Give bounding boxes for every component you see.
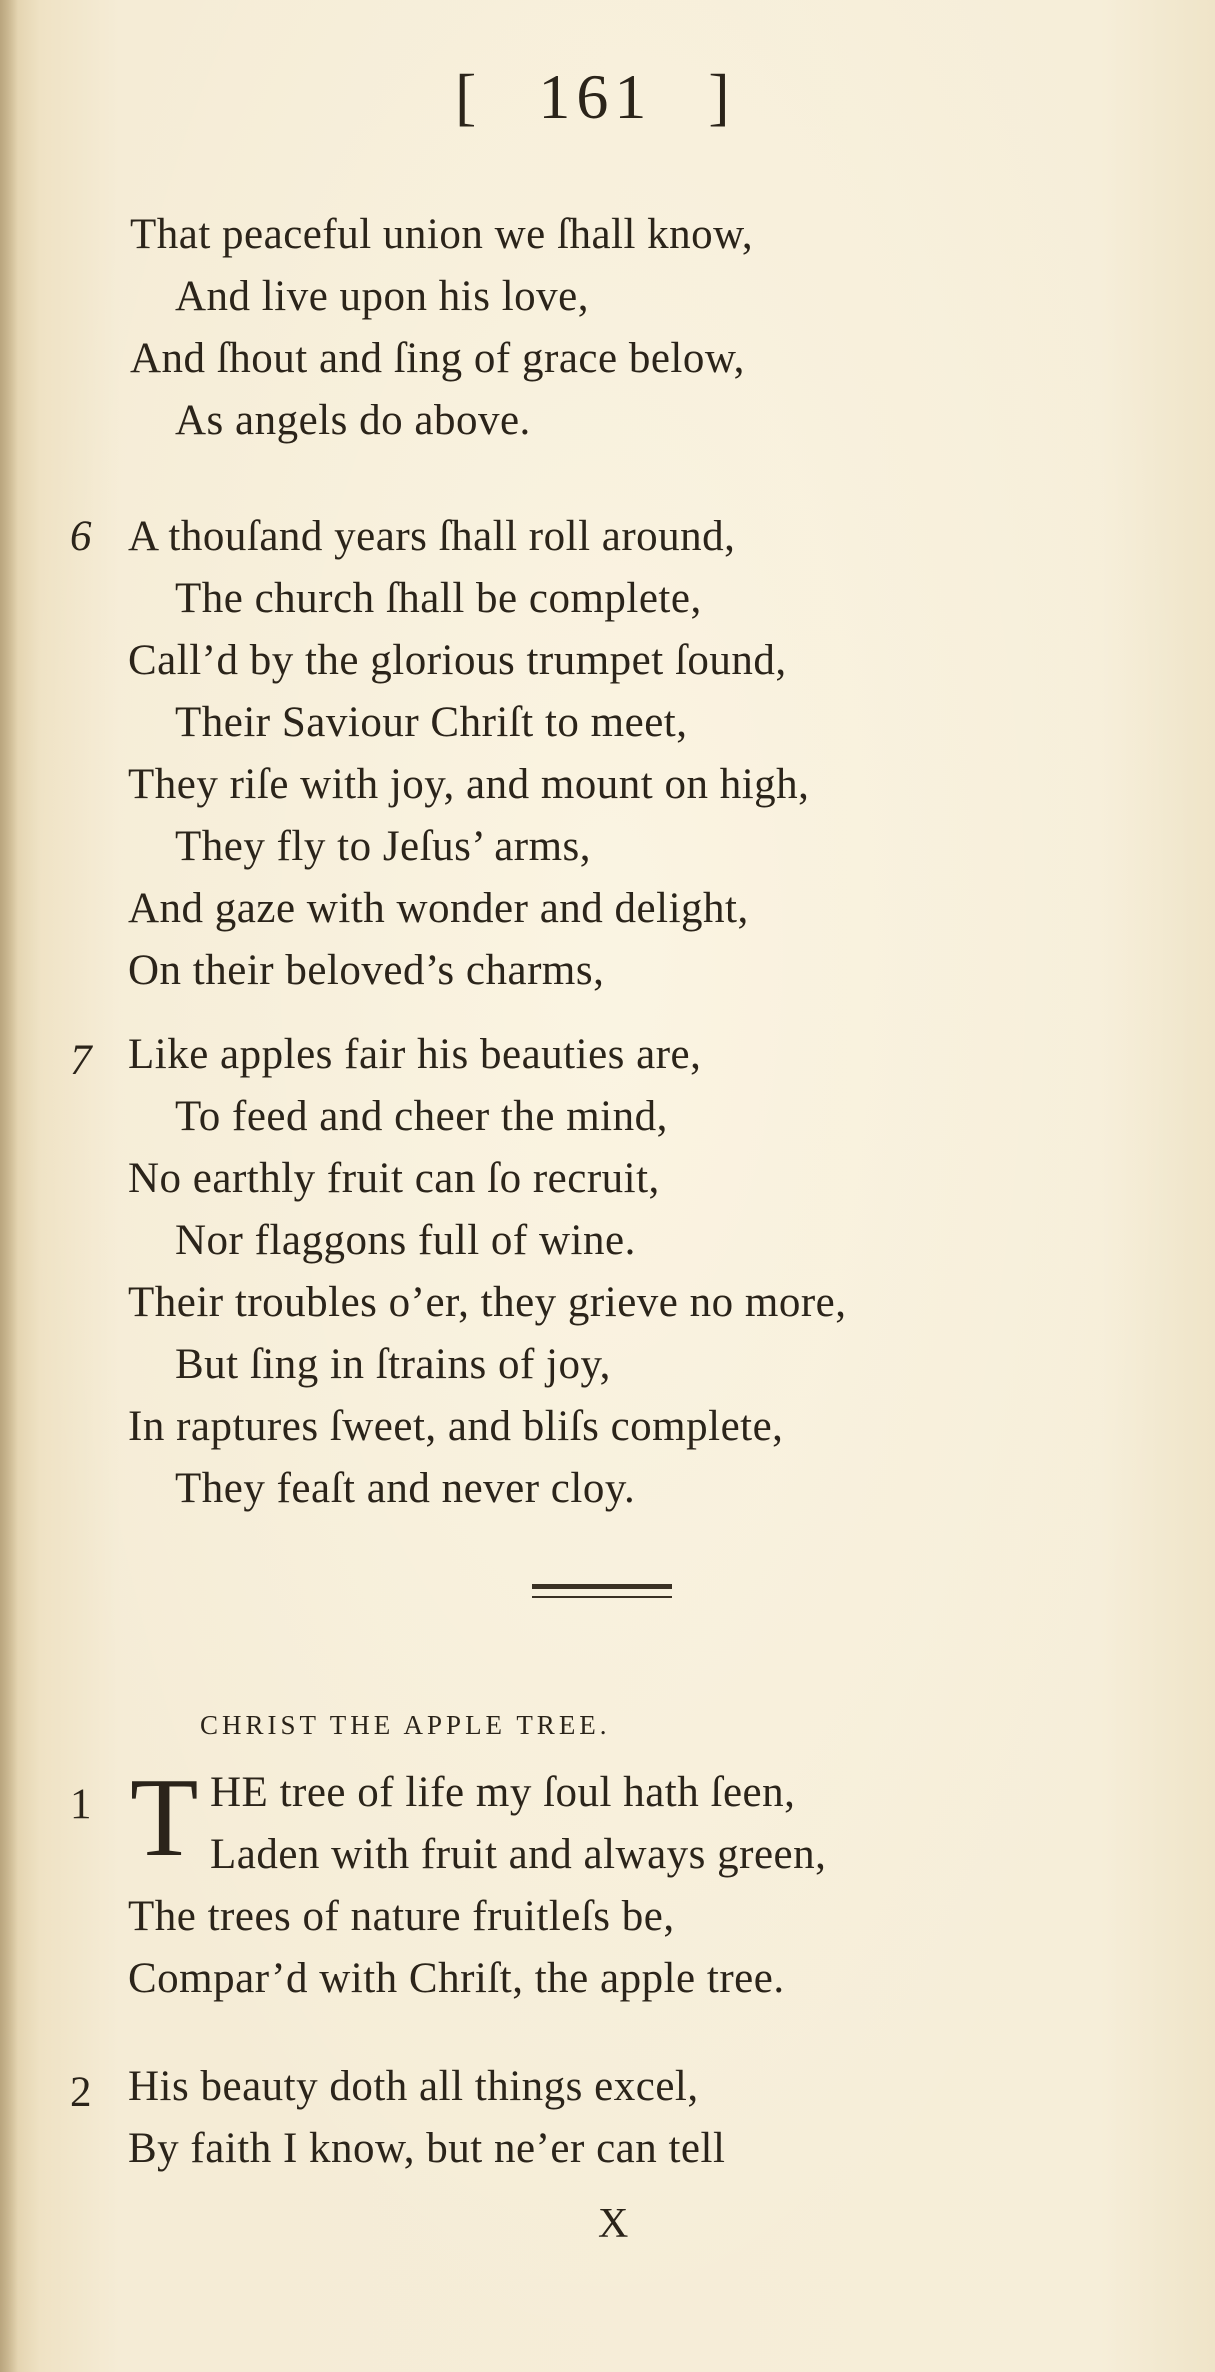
ornamental-rule bbox=[532, 1584, 672, 1589]
header-left-bracket: [ bbox=[455, 61, 483, 132]
verse-line: HE tree of life my ſoul hath ſeen, bbox=[210, 1769, 796, 1816]
verse-line: The church ſhall be complete, bbox=[175, 575, 702, 622]
verse-line: And gaze with wonder and delight, bbox=[128, 885, 749, 932]
verse-line: Laden with fruit and always green, bbox=[210, 1831, 827, 1878]
stanza-number: 1 bbox=[70, 1781, 92, 1828]
verse-line: His beauty doth all things excel, bbox=[128, 2063, 699, 2110]
page-spine-shadow bbox=[0, 0, 18, 2372]
verse-line: A thouſand years ſhall roll around, bbox=[128, 513, 736, 560]
drop-cap: T bbox=[130, 1756, 199, 1880]
ornamental-rule bbox=[532, 1596, 672, 1598]
verse-line: Call’d by the glorious trumpet ſound, bbox=[128, 637, 787, 684]
page-header bbox=[455, 60, 736, 134]
signature-mark: X bbox=[598, 2201, 629, 2247]
page-number: 161 bbox=[538, 61, 653, 132]
verse-line: By faith I know, but ne’er can tell bbox=[128, 2125, 726, 2172]
verse-line: No earthly fruit can ſo recruit, bbox=[128, 1155, 660, 1202]
stanza-number: 7 bbox=[70, 1037, 92, 1084]
verse-line: Nor flaggons full of wine. bbox=[175, 1217, 636, 1264]
verse-line: They riſe with joy, and mount on high, bbox=[128, 761, 810, 808]
verse-line: On their beloved’s charms, bbox=[128, 947, 605, 994]
verse-line: As angels do above. bbox=[175, 397, 531, 444]
verse-line: Their Saviour Chriſt to meet, bbox=[175, 699, 688, 746]
hymn-title: CHRIST THE APPLE TREE. bbox=[200, 1710, 611, 1740]
verse-line: And live upon his love, bbox=[175, 273, 589, 320]
stanza-number: 2 bbox=[70, 2069, 92, 2116]
verse-line: Compar’d with Chriſt, the apple tree. bbox=[128, 1955, 785, 2002]
verse-line: Their troubles o’er, they grieve no more, bbox=[128, 1279, 847, 1326]
header-right-bracket: ] bbox=[708, 61, 736, 132]
verse-line: But ſing in ſtrains of joy, bbox=[175, 1341, 611, 1388]
stanza-number: 6 bbox=[70, 513, 92, 560]
verse-line: They feaſt and never cloy. bbox=[175, 1465, 636, 1512]
verse-line: That peaceful union we ſhall know, bbox=[130, 211, 754, 258]
verse-line: In raptures ſweet, and bliſs complete, bbox=[128, 1403, 784, 1450]
verse-line: They fly to Jeſus’ arms, bbox=[175, 823, 592, 870]
verse-line: And ſhout and ſing of grace below, bbox=[130, 335, 745, 382]
verse-line: To feed and cheer the mind, bbox=[175, 1093, 668, 1140]
verse-line: The trees of nature fruitleſs be, bbox=[128, 1893, 675, 1940]
verse-line: Like apples fair his beauties are, bbox=[128, 1031, 702, 1078]
